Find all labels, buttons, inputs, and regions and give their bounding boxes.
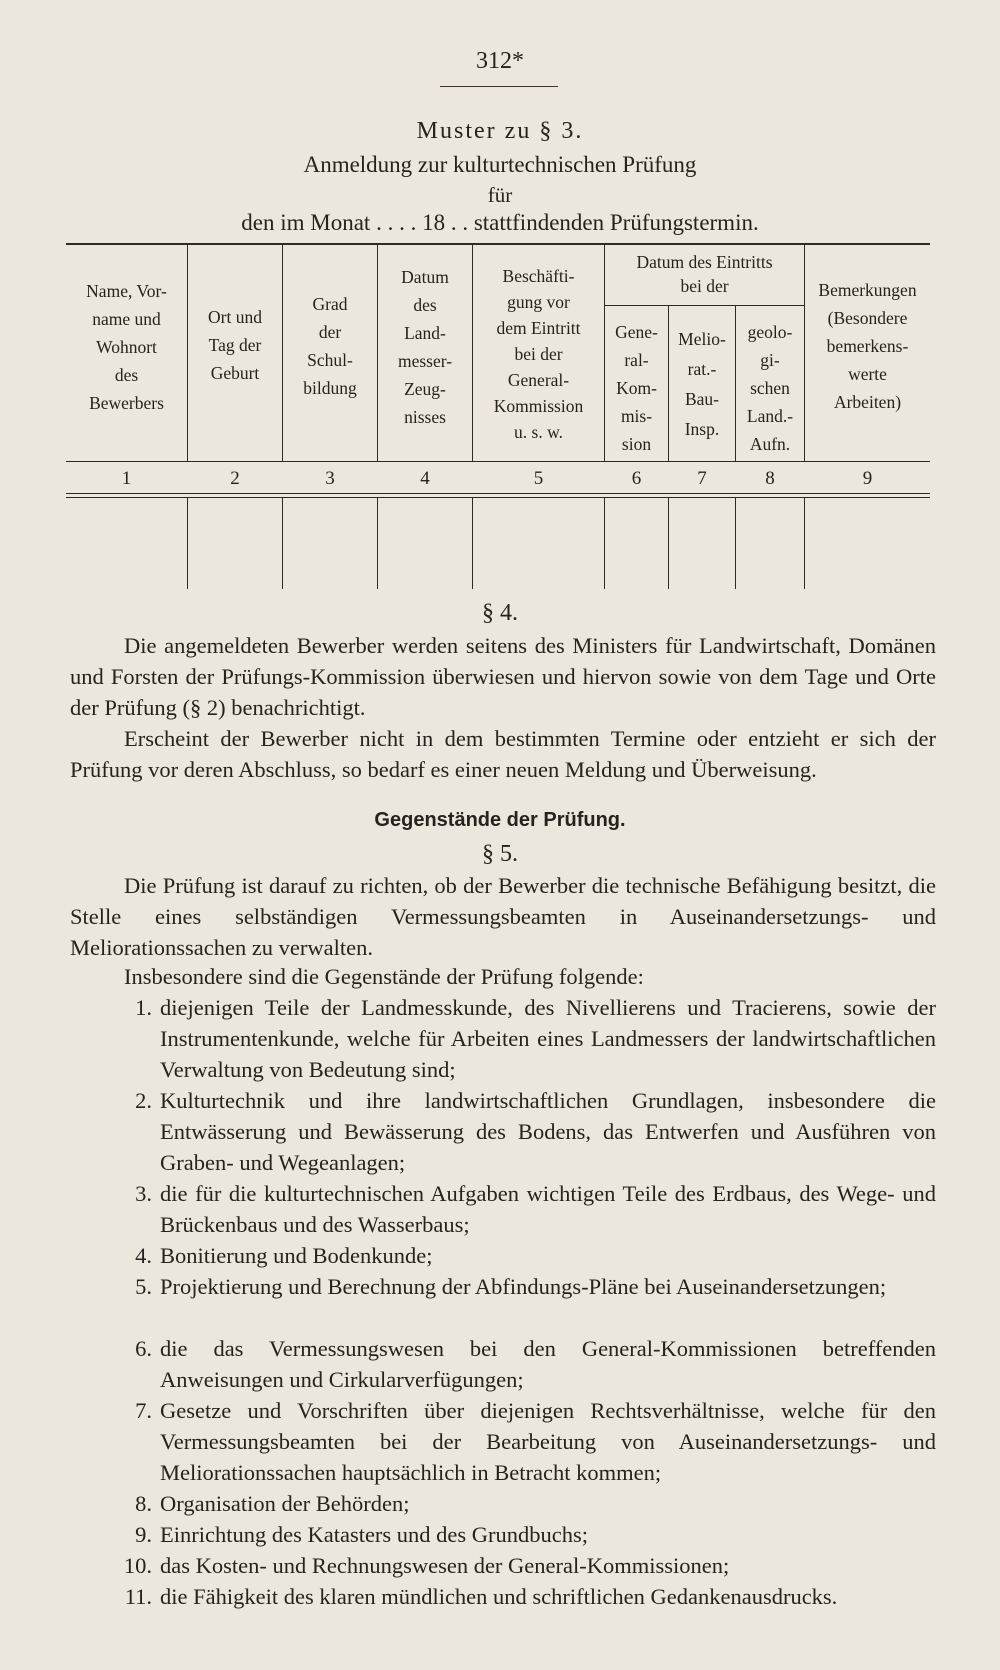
list-item: 5. Projektierung und Berechnung der Abfindungs-Pläne bei Auseinandersetzungen;: [135, 1274, 887, 1299]
form-subtitle-for: für: [487, 183, 513, 207]
column-number: 1: [121, 468, 132, 489]
section-4-paragraph-1: Die angemeldeten Bewerber werden seitens des Ministers für Landwirtschaft, Domänen und Forsten der Prüfungs-Kommission überwiesen und hiervon sowie von dem Tage und Orte der Prüfung (§ 2) benachrichtigt.: [70, 633, 936, 720]
numbers-rule-2: [66, 497, 930, 498]
header-surveyor-certificate: Datum des Land- messer- Zeug- nisses: [397, 267, 453, 427]
entry-col-divider: [282, 497, 283, 589]
column-number: 7: [697, 468, 707, 489]
page-number-rule: [440, 86, 558, 87]
header-birth: Ort und Tag der Geburt: [208, 307, 262, 383]
section-4-paragraph-2: Erscheint der Bewerber nicht in dem bestimmten Termine oder entzieht er sich der Prüfung vor deren Abschluss, so bedarf es einer neuen Meldung und Überweisung.: [70, 726, 936, 782]
header-remarks: Bemerkungen (Besondere bemerkens- werte Arbeiten): [818, 280, 917, 412]
entry-col-divider: [472, 497, 473, 589]
list-item: 4. Bonitierung und Bodenkunde;: [135, 1243, 433, 1268]
column-number: 4: [420, 468, 430, 489]
subjects-heading: Gegenstände der Prüfung.: [374, 809, 626, 831]
column-number: 2: [230, 468, 240, 489]
section-5-paragraph-2: Insbesondere sind die Gegenstände der Prüfung folgende:: [124, 964, 644, 989]
entry-col-divider: [187, 497, 188, 589]
entry-col-divider: [804, 497, 805, 589]
entry-col-divider: [377, 497, 378, 589]
section-5-paragraph-1: Die Prüfung ist darauf zu richten, ob der Bewerber die technische Befähigung besitzt, die Stelle eines selbständigen Vermessungsbeamten in Auseinandersetzungs- und Meliorationssachen zu verwalten.: [70, 873, 936, 960]
column-number: 5: [533, 468, 544, 489]
header-general-commission: Gene- ral- Kom- mis- sion: [615, 322, 658, 454]
section-5-heading: § 5.: [482, 841, 518, 867]
header-geological-survey: geolo- gi- schen Land.- Aufn.: [746, 322, 794, 454]
numbers-rule-1: [66, 493, 930, 494]
list-item: 3. die für die kulturtechnischen Aufgaben wichtigen Teile des Erdbaus, des Wege- und Brückenbaus und des Wasserbaus;: [135, 1181, 936, 1237]
list-item: 8. Organisation der Behörden;: [135, 1491, 410, 1516]
header-employment: Beschäfti- gung vor dem Eintritt bei der General- Kommission u. s. w.: [493, 266, 584, 442]
list-item: 7. Gesetze und Vorschriften über diejenigen Rechtsverhältnisse, welche für den Vermessungsbeamten bei der Bearbeitung von Auseinandersetzungs- und Meliorationssachen hauptsächlich in Betracht kommen;: [135, 1398, 936, 1485]
list-item: 11. die Fähigkeit des klaren mündlichen und schriftlichen Gedankenausdrucks.: [124, 1584, 838, 1609]
column-number: 9: [862, 468, 873, 489]
group-header-rule: [604, 305, 804, 306]
entry-col-divider: [604, 497, 605, 589]
form-subtitle: Anmeldung zur kulturtechnischen Prüfung: [303, 152, 697, 177]
list-item: 2. Kulturtechnik und ihre landwirtschaftlichen Grundlagen, insbesondere die Entwässerung und Bewässerung des Bodens, das Entwerfen und Ausführen von Graben- und Wegeanlagen;: [135, 1088, 936, 1175]
table-top-rule: [66, 243, 930, 245]
list-item: 9. Einrichtung des Katasters und des Grundbuchs;: [135, 1522, 589, 1547]
column-number: 6: [631, 468, 642, 489]
section-4-heading: § 4.: [482, 600, 518, 626]
entry-col-divider: [668, 497, 669, 589]
header-melioration-inspection: Melio- rat.- Bau- Insp.: [678, 329, 726, 439]
form-subtitle-month: den im Monat . . . . 18 . . stattfindenden Prüfungstermin.: [241, 210, 759, 235]
header-schooling: Grad der Schul- bildung: [303, 294, 357, 398]
column-number: 8: [765, 468, 775, 489]
form-title: Muster zu § 3.: [416, 118, 584, 144]
column-number: 3: [325, 468, 335, 489]
entry-col-divider: [735, 497, 736, 589]
list-item: 10. das Kosten- und Rechnungswesen der General-Kommissionen;: [123, 1553, 730, 1578]
header-entry-date-group: Datum des Eintritts bei der: [636, 252, 773, 296]
list-item: 6. die das Vermessungswesen bei den General-Kommissionen betreffenden Anweisungen und Cirkularverfügungen;: [135, 1336, 936, 1392]
page-number: 312*: [476, 48, 524, 74]
header-name: Name, Vor- name und Wohnort des Bewerbers: [86, 281, 167, 413]
list-item: 1. diejenigen Teile der Landmesskunde, des Nivellierens und Tracierens, sowie der Instrumentenkunde, welche für Arbeiten eines Landmessers der landwirtschaftlichen Verwaltung von Bedeutung sind;: [135, 995, 936, 1082]
header-bottom-rule: [66, 461, 930, 462]
